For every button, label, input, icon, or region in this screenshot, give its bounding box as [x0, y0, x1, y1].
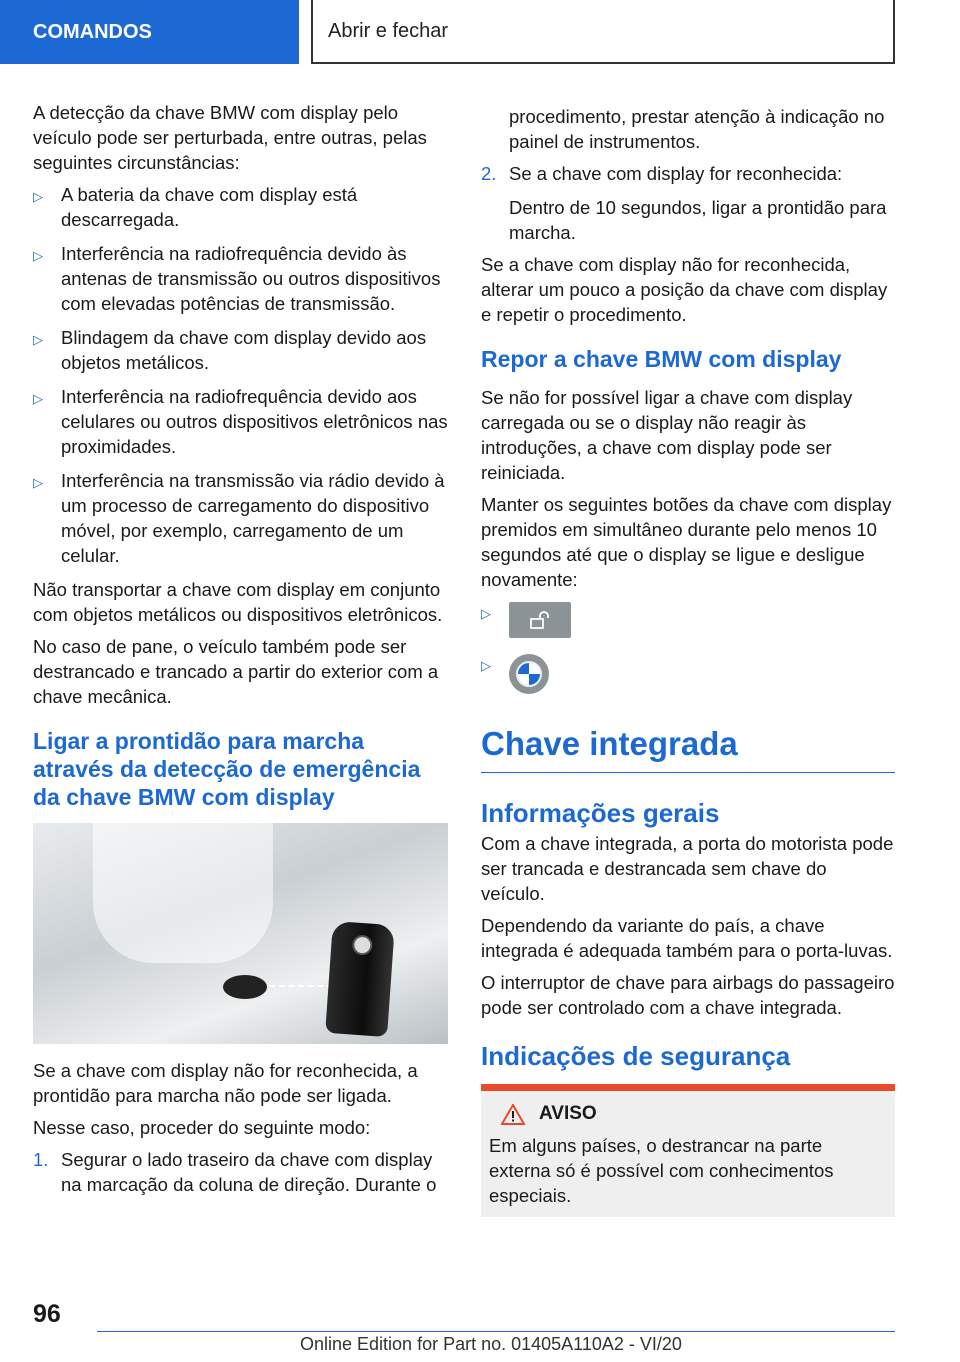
- warning-text: Em alguns países, o destrancar na parte externa só é possível com conhecimentos especiais.: [489, 1135, 834, 1206]
- step-item: 2. Se a chave com display for reconhecida:: [481, 163, 843, 184]
- list-item: ▷ Interferência na transmissão via rádio devido à um processo de carregamento do dispositivo móvel, por exemplo, carregamento de um celular.: [33, 470, 445, 566]
- triangle-bullet-icon: ▷: [33, 475, 43, 490]
- paragraph: Manter os seguintes botões da chave com display premidos em simultâneo durante pelo menos 10 segundos até que o display se ligue e desligue novamente:: [481, 494, 892, 590]
- list-item: ▷ Interferência na radiofrequência devido às antenas de transmissão ou outros dispositivos com elevadas potências de transmissão.: [33, 243, 441, 314]
- section-heading: Repor a chave BMW com display: [481, 346, 842, 372]
- list-item: ▷ Interferência na radiofrequência devido aos celulares ou outros dispositivos eletrônicos nas proximidades.: [33, 386, 448, 457]
- paragraph: Se a chave com display não for reconhecida, alterar um pouco a posição da chave com display e repetir o procedimento.: [481, 254, 888, 325]
- left-column: [33, 100, 448, 1206]
- section-heading: Informações gerais: [481, 798, 720, 828]
- list-item: ▷ Blindagem da chave com display devido aos objetos metálicos.: [33, 327, 427, 373]
- triangle-bullet-icon: ▷: [33, 332, 43, 347]
- paragraph: Dependendo da variante do país, a chave integrada é adequada também para o porta-luvas.: [481, 915, 893, 961]
- list-item: [481, 654, 895, 694]
- warning-box: [481, 1084, 895, 1217]
- list-item: ▷ A bateria da chave com display está descarregada.: [33, 184, 358, 230]
- paragraph: Dentro de 10 segundos, ligar a prontidão para marcha.: [509, 197, 887, 243]
- intro-paragraph: A detecção da chave BMW com display pelo veículo pode ser perturbada, entre outras, pelas seguintes circunstâncias:: [33, 102, 427, 173]
- triangle-bullet-icon: ▷: [33, 189, 43, 204]
- paragraph: No caso de pane, o veículo também pode ser destrancado e trancado a partir do exterior com a chave mecânica.: [33, 636, 439, 707]
- warning-title: AVISO: [539, 1103, 597, 1124]
- triangle-bullet-icon: ▷: [33, 248, 43, 263]
- unlock-button-icon: [509, 602, 571, 638]
- triangle-bullet-icon: ▷: [481, 658, 491, 673]
- footer-edition: Online Edition for Part no. 01405A110A2 - VI/20: [300, 1334, 682, 1354]
- right-column: [481, 104, 895, 1217]
- chapter-heading: Chave integrada: [481, 724, 895, 773]
- paragraph: Se não for possível ligar a chave com display carregada ou se o display não reagir às introduções, a chave com display pode ser reiniciada.: [481, 387, 853, 483]
- paragraph: Se a chave com display não for reconhecida, a prontidão para marcha não pode ser ligada.: [33, 1060, 418, 1106]
- section-heading: Indicações de segurança: [481, 1041, 791, 1071]
- step-item: 1. Segurar o lado traseiro da chave com display na marcação da coluna de direção. Durante o: [33, 1149, 437, 1195]
- paragraph: Nesse caso, proceder do seguinte modo:: [33, 1117, 371, 1138]
- warning-triangle-icon: [501, 1104, 525, 1125]
- page-number: 96: [33, 1300, 61, 1328]
- display-key-image: [325, 921, 395, 1037]
- triangle-bullet-icon: ▷: [481, 606, 491, 621]
- steering-column-illustration: [33, 823, 448, 1044]
- paragraph: procedimento, prestar atenção à indicação no painel de instrumentos.: [509, 106, 885, 152]
- triangle-bullet-icon: ▷: [33, 391, 43, 406]
- page-header-title: Abrir e fechar: [311, 0, 895, 64]
- list-item: [481, 602, 895, 638]
- bmw-logo-button-icon: [509, 654, 549, 694]
- section-heading: Ligar a prontidão para marcha através da detecção de emergência da chave BMW com display: [33, 728, 421, 810]
- section-tab: COMANDOS: [0, 0, 299, 64]
- paragraph: Não transportar a chave com display em conjunto com objetos metálicos ou dispositivos eletrônicos.: [33, 579, 443, 625]
- paragraph: Com a chave integrada, a porta do motorista pode ser trancada e destrancada sem chave do veículo.: [481, 833, 894, 904]
- marking-icon: [223, 975, 267, 999]
- paragraph: O interruptor de chave para airbags do passageiro pode ser controlado com a chave integrada.: [481, 972, 895, 1018]
